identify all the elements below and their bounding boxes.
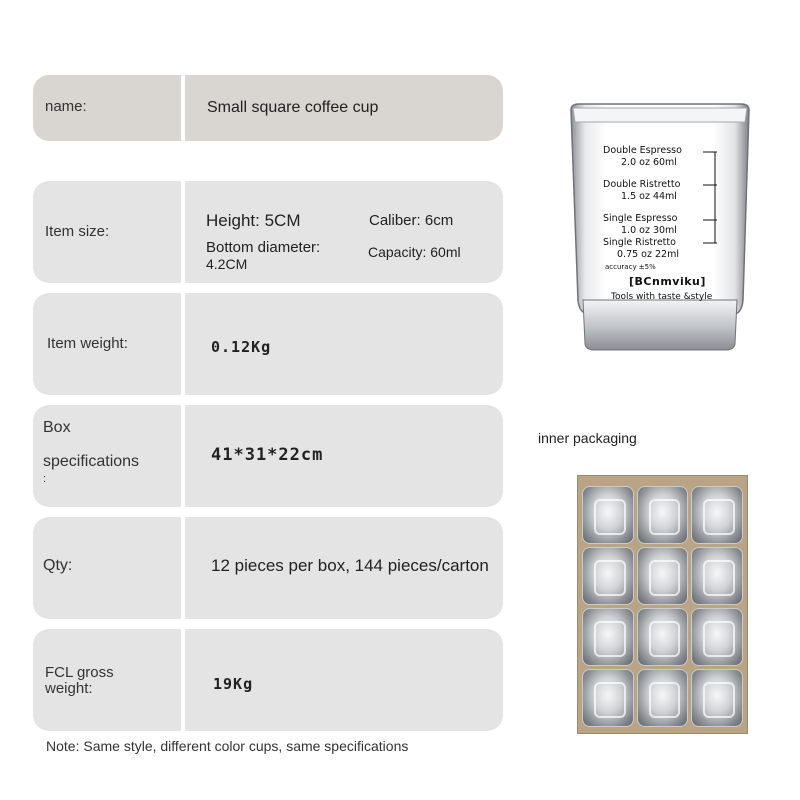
spec-label-line2: specifications: [43, 453, 140, 470]
packed-cup: [582, 486, 634, 544]
packed-cup: [637, 547, 689, 605]
item-bottom-diameter-value: 4.2CM: [206, 256, 248, 272]
spec-label-cell: [33, 629, 181, 731]
spec-row-name: [33, 75, 503, 141]
packed-cup: [691, 669, 743, 727]
item-bottom-diameter-label: Bottom diameter:: [206, 239, 321, 256]
packed-cup: [691, 547, 743, 605]
spec-row-qty: [33, 517, 503, 619]
spec-label-cell: [33, 181, 181, 283]
packed-cup: [582, 608, 634, 666]
spec-value: 41*31*22cm: [211, 445, 324, 465]
spec-row-fcl-gross-weight: [33, 629, 503, 731]
packed-cup: [691, 608, 743, 666]
spec-label-cell: [33, 405, 181, 507]
spec-value: 12 pieces per box, 144 pieces/carton: [211, 556, 489, 575]
packed-cup: [582, 547, 634, 605]
packed-cup: [637, 486, 689, 544]
spec-value-cell: [185, 293, 503, 395]
spec-value: 0.12Kg: [211, 338, 272, 356]
mark-double-espresso: Double Espresso: [603, 145, 682, 156]
cup-brand-logo: [BCnmviku]: [629, 275, 706, 288]
packed-cup: [637, 669, 689, 727]
spec-label: name:: [45, 98, 87, 115]
cup-slogan: Tools with taste &style: [611, 292, 713, 302]
spec-label-cell: [33, 75, 181, 141]
packed-cups-grid: [582, 486, 743, 727]
spec-row-item-size: [33, 181, 503, 283]
item-height: Height: 5CM: [206, 211, 301, 230]
spec-label: Item size:: [45, 223, 110, 240]
mark-double-ristretto: Double Ristretto: [603, 179, 681, 190]
spec-row-box-specifications: [33, 405, 503, 507]
spec-value-cell: [185, 405, 503, 507]
spec-row-item-weight: [33, 293, 503, 395]
inner-packaging-text: inner packaging: [538, 430, 637, 446]
packed-cup: [637, 608, 689, 666]
item-caliber: Caliber: 6cm: [369, 212, 454, 229]
packed-cup: [691, 486, 743, 544]
spec-value: 19Kg: [213, 675, 254, 693]
item-capacity: Capacity: 60ml: [368, 244, 461, 260]
mark-accuracy: accuracy ±5%: [605, 263, 656, 271]
inner-packaging-label: [538, 430, 637, 446]
spec-value-cell: [185, 181, 503, 283]
inner-packaging-image: [577, 475, 748, 734]
spec-label: Qty:: [43, 557, 73, 574]
spec-label-cell: [33, 517, 181, 619]
spec-value-cell: [185, 75, 503, 141]
coffee-cup-image: [565, 100, 755, 355]
spec-value-cell: [185, 517, 503, 619]
spec-label-line2: weight:: [45, 680, 93, 697]
footnote: Note: Same style, different color cups, same specifications: [46, 738, 409, 754]
spec-label-line1: FCL gross: [45, 664, 114, 681]
spec-label-line3: :: [43, 473, 47, 485]
packed-cup: [582, 669, 634, 727]
mark-single-ristretto-amount: 0.75 oz 22ml: [617, 249, 679, 260]
spec-value-cell: [185, 629, 503, 731]
mark-double-espresso-amount: 2.0 oz 60ml: [621, 157, 677, 168]
mark-double-ristretto-amount: 1.5 oz 44ml: [621, 191, 677, 202]
spec-value: Small square coffee cup: [207, 99, 379, 116]
mark-single-espresso-amount: 1.0 oz 30ml: [621, 225, 677, 236]
mark-single-ristretto: Single Ristretto: [603, 237, 676, 248]
spec-label: Item weight:: [47, 335, 128, 352]
spec-label-line1: Box: [43, 419, 71, 436]
mark-single-espresso: Single Espresso: [603, 213, 678, 224]
spec-label-cell: [33, 293, 181, 395]
